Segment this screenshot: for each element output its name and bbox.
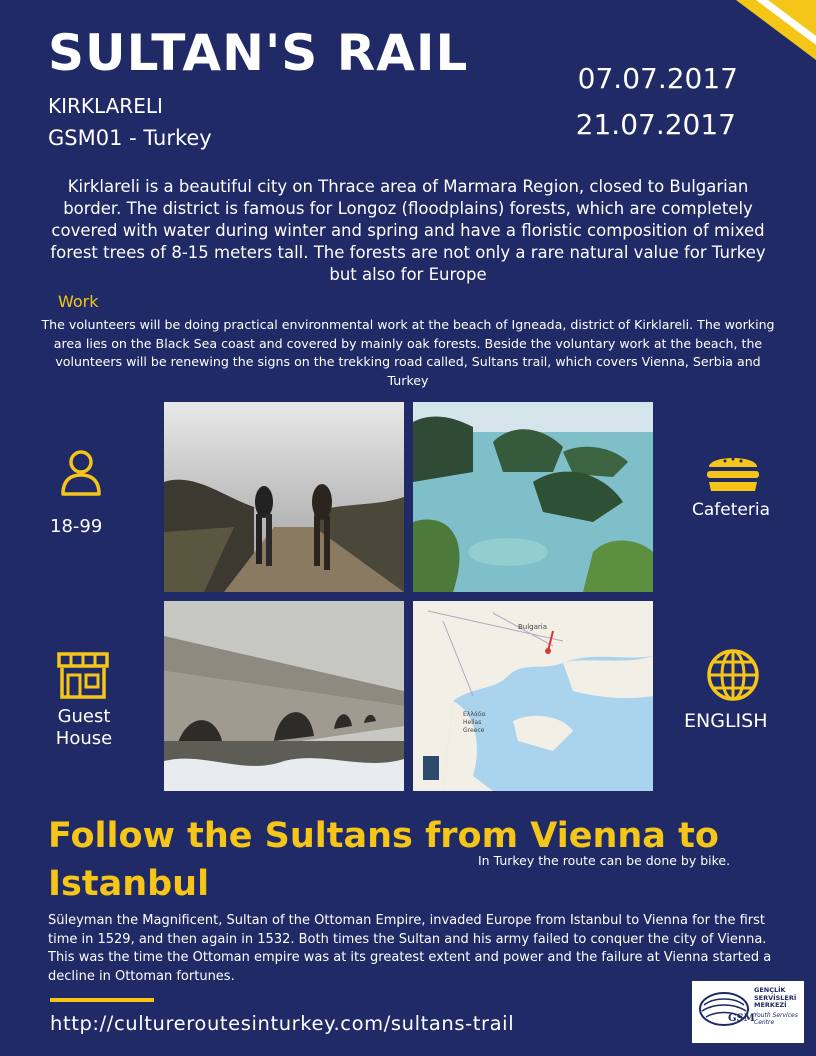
- food-label: Cafeteria: [692, 500, 770, 520]
- storefront-icon: [56, 650, 110, 700]
- page-title: SULTAN'S RAIL: [48, 24, 469, 82]
- section-heading: Follow the Sultans from Vienna to Istanbul: [48, 816, 719, 904]
- route-note: In Turkey the route can be done by bike.: [478, 853, 731, 868]
- burger-icon: [705, 451, 761, 493]
- end-date: 21.07.2017: [575, 108, 736, 141]
- route-map: [413, 601, 653, 791]
- logo-line5: Centre: [754, 1019, 775, 1026]
- lagoon-photo: [413, 402, 653, 592]
- language-label: ENGLISH: [684, 710, 768, 732]
- person-icon: [58, 448, 104, 498]
- city-name: KIRKLARELI: [48, 94, 163, 118]
- logo-abbr: GSM: [728, 1013, 755, 1024]
- bridge-photo: [164, 601, 404, 791]
- start-date: 07.07.2017: [577, 62, 738, 95]
- logo-line4: Youth Services: [754, 1012, 798, 1019]
- hikers-photo: [164, 402, 404, 592]
- map-label-greece: Ελλάδα Hellas Greece: [463, 711, 486, 734]
- intro-text: Kirklareli is a beautiful city on Thrace area of Marmara Region, closed to Bulgarian border. The district is famous for Longoz (floodplains) forests, which are completely covered with water during winter and spring and have a floristic composition of mixed forest trees of 8-15 meters tall. The forests are not only a rare natural value for Turkey but also for Europe: [50, 177, 766, 284]
- work-heading: Work: [58, 292, 99, 311]
- history-text: Süleyman the Magnificent, Sultan of the Ottoman Empire, invaded Europe from Istanbul to Vienna for the first time in 1529, and then again in 1532. Both times the Sultan and his army failed to conquer the city of Vienna. This was the time the Ottoman empire was at its greatest extent and power and the failure at Vienna started a decline in Ottoman fortunes.: [48, 913, 772, 984]
- globe-icon: [706, 648, 760, 702]
- logo-line2: SERVİSLERİ: [754, 993, 797, 1002]
- map-label-bulgaria: Bulgaria: [518, 623, 548, 631]
- logo-line3: MERKEZİ: [754, 1001, 787, 1009]
- divider: [50, 998, 154, 1002]
- project-code: GSM01 - Turkey: [48, 126, 212, 150]
- trail-link[interactable]: http://cultureroutesinturkey.com/sultans-trail: [50, 1012, 515, 1035]
- accommodation-label: Guest House: [55, 706, 113, 749]
- work-text: The volunteers will be doing practical environmental work at the beach of Igneada, district of Kirklareli. The working area lies on the Black Sea coast and covered by mainly oak forests. Beside the voluntary work at the beach, the volunteers will be renewing the signs on the trekking road called, Sultans trail, which covers Vienna, Serbia and Turkey: [41, 317, 775, 388]
- logo-line1: GENÇLİK: [754, 986, 786, 994]
- gsm-logo: [692, 981, 804, 1043]
- age-range: 18-99: [50, 516, 103, 537]
